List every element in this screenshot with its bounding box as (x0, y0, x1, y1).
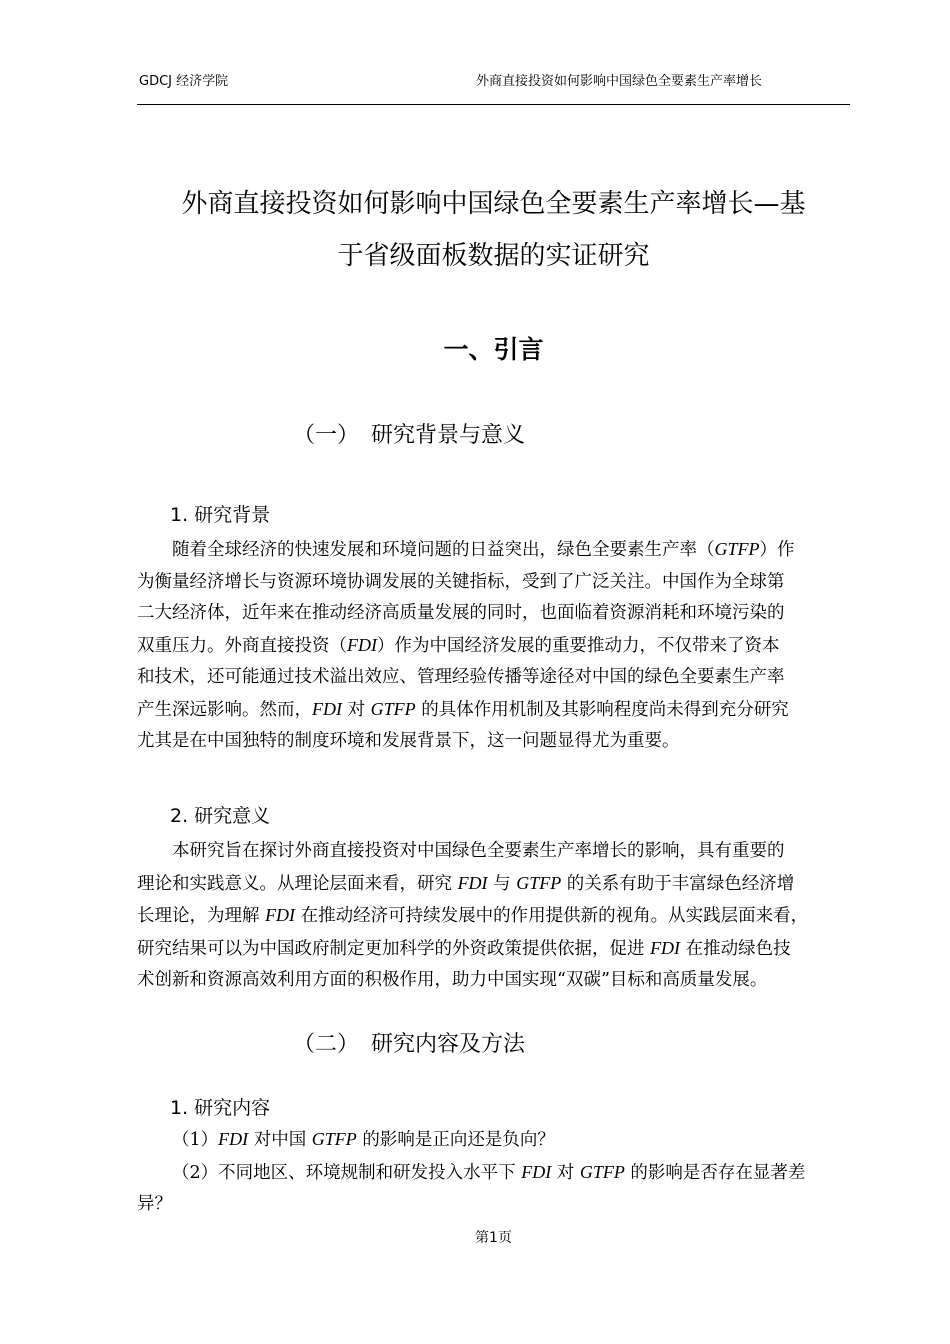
text-line: 本研究旨在探讨外商直接投资对中国绿色全要素生产率增长的影响，具有重要的 (172, 841, 785, 861)
question-item-2: （2）不同地区、环境规制和研发投入水平下 FDI 对 GTFP 的影响是否存在显著差 (172, 1161, 806, 1183)
text-line: 产生深远影响。然而，FDI 对 GTFP 的具体作用机制及其影响程度尚未得到充分研究 (137, 698, 789, 720)
text-line: 二大经济体，近年来在推动经济高质量发展的同时，也面临着资源消耗和环境污染的 (137, 603, 785, 623)
subsection-heading-background (293, 421, 525, 451)
text-line: 长理论，为理解 FDI 在推动经济可持续发展中的作用提供新的视角。从实践层面来看， (137, 905, 809, 926)
subsection-number: （一） (293, 423, 360, 448)
question-item-2-continued: 异？ (137, 1194, 172, 1214)
subsection-heading-content-methods (293, 1030, 525, 1060)
page-header (137, 70, 850, 90)
header-running-title: 外商直接投资如何影响中国绿色全要素生产率增长 (475, 74, 762, 89)
question-item-1: （1）FDI 对中国 GTFP 的影响是正向还是负向？ (172, 1129, 555, 1150)
header-institution: GDCJ 经济学院 (139, 74, 229, 89)
document-title (137, 178, 850, 282)
paragraph-heading-research-background: 1. 研究背景 (170, 504, 271, 526)
paragraph-heading-research-content: 1. 研究内容 (170, 1097, 271, 1119)
subsection-title: 研究内容及方法 (371, 1032, 526, 1057)
title-line-2: 于省级面板数据的实证研究 (337, 241, 650, 271)
page-number: 第1页 (475, 1230, 512, 1246)
text-line: 双重压力。外商直接投资（FDI）作为中国经济发展的重要推动力，不仅带来了资本 (137, 634, 780, 656)
paragraph-research-significance (137, 836, 850, 997)
subsection-number: （二） (293, 1032, 360, 1057)
section-heading-introduction: 一、引言 (443, 335, 544, 364)
text-line: 理论和实践意义。从理论层面来看，研究 FDI 与 GTFP 的关系有助于丰富绿色经济增 (137, 872, 795, 894)
subsection-title: 研究背景与意义 (371, 423, 526, 448)
title-line-1: 外商直接投资如何影响中国绿色全要素生产率增长—基 (181, 189, 806, 219)
paragraph-research-questions (137, 1124, 850, 1221)
text-line: 术创新和资源高效利用方面的积极作用，助力中国实现“双碳”目标和高质量发展。 (137, 970, 768, 990)
text-line: 随着全球经济的快速发展和环境问题的日益突出，绿色全要素生产率（GTFP）作 (172, 539, 795, 560)
text-line: 尤其是在中国独特的制度环境和发展背景下，这一问题显得尤为重要。 (137, 731, 680, 751)
paragraph-research-background (137, 534, 850, 758)
paragraph-heading-research-significance: 2. 研究意义 (170, 805, 271, 827)
header-rule (137, 104, 850, 105)
text-line: 研究结果可以为中国政府制定更加科学的外资政策提供依据，促进 FDI 在推动绿色技 (137, 937, 791, 959)
text-line: 为衡量经济增长与资源环境协调发展的关键指标，受到了广泛关注。中国作为全球第 (137, 571, 785, 592)
text-line: 和技术，还可能通过技术溢出效应、管理经验传播等途径对中国的绿色全要素生产率 (137, 667, 785, 687)
